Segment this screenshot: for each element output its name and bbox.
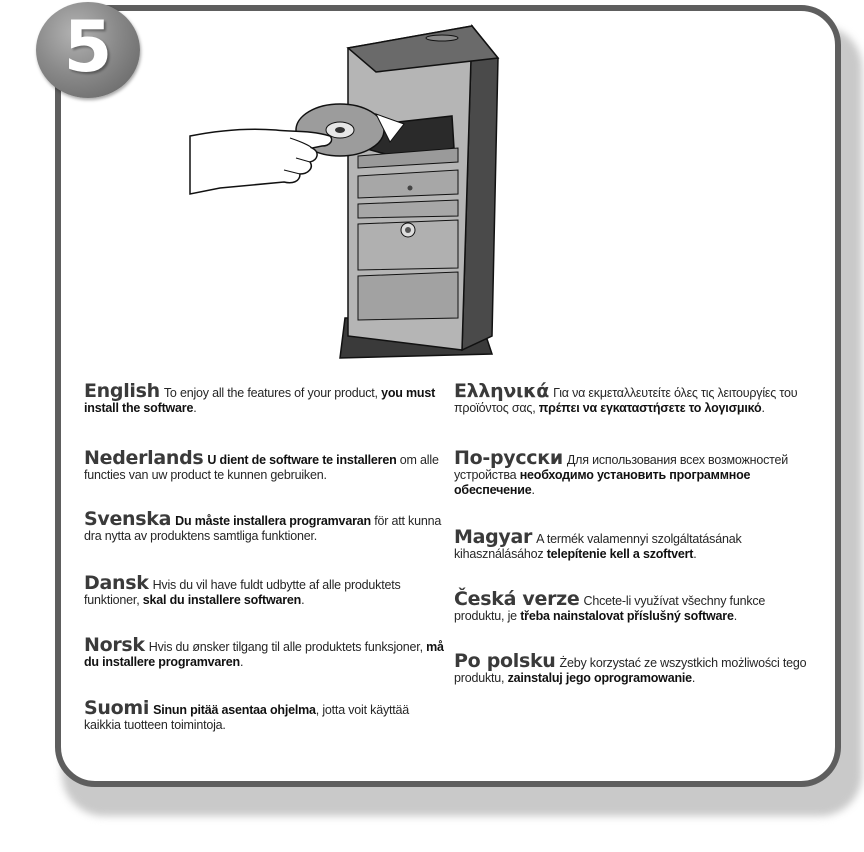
- language-name: Magyar: [454, 526, 533, 548]
- entry-text: Για να εκμεταλλευτείτε όλες τις λειτουργίες του προϊόντος σας,: [454, 386, 798, 415]
- step-number: 5: [63, 6, 113, 88]
- language-name: Suomi: [84, 697, 150, 719]
- entry-text-end: .: [691, 671, 696, 685]
- entry-text-end: för att kunna dra nytta av produktens samtliga funktioner.: [84, 514, 442, 543]
- computer-tower-cd-illustration: [180, 18, 500, 366]
- language-name: Nederlands: [84, 447, 204, 469]
- entry-text-end: .: [761, 401, 765, 415]
- entry-text: Żeby korzystać ze wszystkich możliwości tego produktu,: [454, 656, 807, 685]
- entry-emphasis: telepítenie kell a szoftvert: [546, 547, 694, 561]
- language-entry-english: [84, 380, 444, 416]
- language-name: Norsk: [84, 634, 145, 656]
- entry-emphasis: U dient de software te installeren: [207, 453, 397, 467]
- language-entry-dansk: [84, 572, 444, 608]
- entry-text-end: .: [531, 483, 535, 497]
- language-entry-svenska: [84, 508, 444, 544]
- language-entry-russian: [454, 447, 814, 498]
- language-entry-norsk: [84, 634, 444, 670]
- entry-text: A termék valamennyi szolgáltatásának kihasználásához: [454, 532, 742, 561]
- entry-text-end: .: [733, 609, 737, 623]
- entry-text: To enjoy all the features of your product,: [163, 386, 378, 400]
- entry-text: Hvis du vil have fuldt udbytte af alle produktets funktioner,: [84, 578, 401, 607]
- language-entry-polish: [454, 650, 814, 686]
- step-badge: [36, 2, 140, 98]
- entry-text-end: .: [193, 401, 197, 415]
- entry-text-end: .: [301, 593, 305, 607]
- entry-emphasis: πρέπει να εγκαταστήσετε το λογισμικό: [538, 401, 762, 415]
- entry-text-end: .: [239, 655, 244, 669]
- entry-emphasis: zainstaluj jego oprogramowanie: [507, 671, 692, 685]
- language-entry-czech: [454, 588, 814, 624]
- entry-text-end: om alle functies van uw product te kunnen gebruiken.: [84, 453, 439, 482]
- language-entry-nederlands: [84, 447, 444, 483]
- entry-text-end: .: [693, 547, 697, 561]
- entry-emphasis: må du installere programvaren: [84, 640, 444, 669]
- entry-emphasis: необходимо установить программное обеспечение: [454, 468, 751, 497]
- entry-emphasis: skal du installere softwaren: [142, 593, 302, 607]
- entry-text: Hvis du ønsker tilgang til alle produktets funksjoner,: [148, 640, 423, 654]
- language-name: Svenska: [84, 508, 172, 530]
- language-name: Česká verze: [454, 588, 580, 610]
- entry-emphasis: třeba nainstalovat příslušný software: [520, 609, 734, 623]
- entry-text-end: , jotta voit käyttää kaikkia tuotteen toimintoja.: [84, 703, 410, 732]
- entry-text: Для использования всех возможностей устройства: [454, 453, 789, 482]
- language-entry-suomi: [84, 697, 444, 733]
- language-name: По-русски: [454, 447, 563, 469]
- language-entry-greek: [454, 380, 814, 416]
- entry-emphasis: you must install the software: [84, 386, 436, 415]
- language-name: Po polsku: [454, 650, 556, 672]
- entry-emphasis: Sinun pitää asentaa ohjelma: [153, 703, 316, 717]
- entry-text: Chcete-li využívat všechny funkce produktu, je: [454, 594, 766, 623]
- language-name: Dansk: [84, 572, 149, 594]
- language-entry-magyar: [454, 526, 814, 562]
- language-name: Ελληνικά: [454, 380, 550, 402]
- entry-emphasis: Du måste installera programvaran: [175, 514, 371, 528]
- language-name: English: [84, 380, 160, 402]
